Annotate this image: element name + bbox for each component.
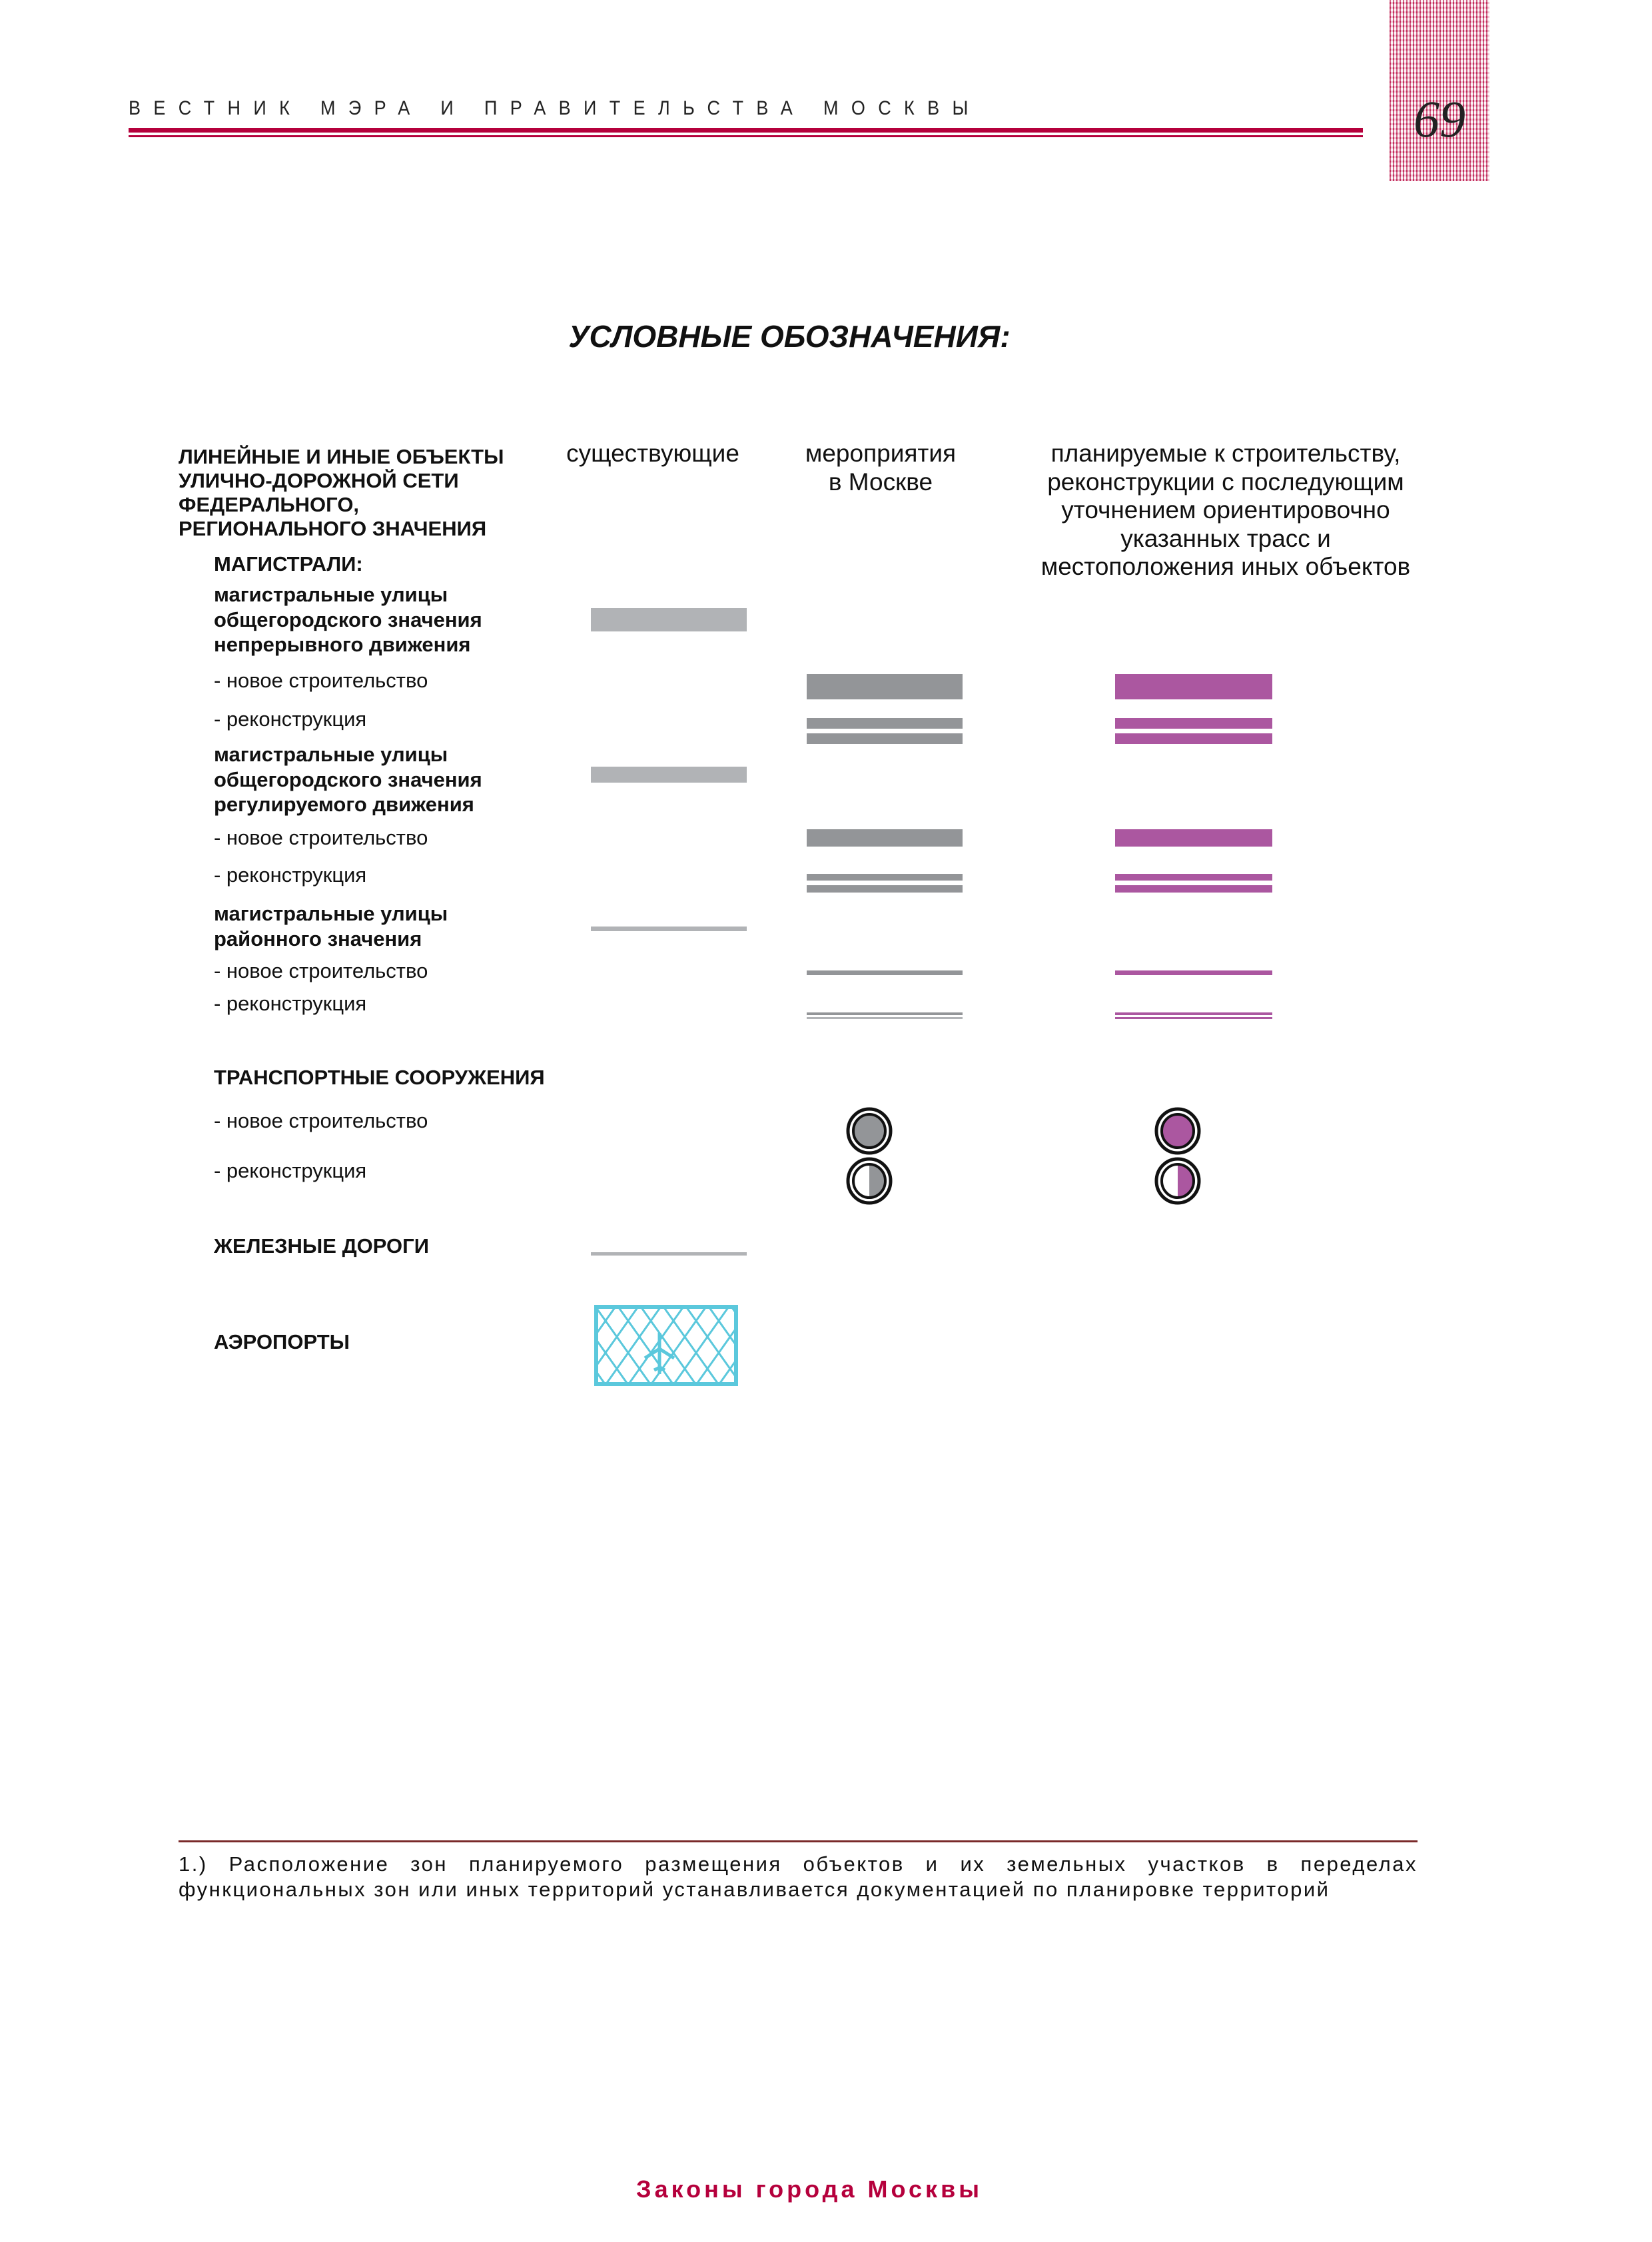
label-reconstruction: - реконструкция: [214, 707, 367, 731]
symbol-moscow-district-new: [807, 970, 963, 975]
header-line: уточнением ориентировочно: [1061, 496, 1390, 524]
label-new-construction: - новое строительство: [214, 1109, 428, 1132]
header-rule: [129, 128, 1363, 133]
label-line: регулируемого движения: [214, 793, 474, 816]
label-reconstruction: - реконструкция: [214, 863, 367, 887]
label-new-construction: - новое строительство: [214, 826, 428, 849]
label-district-streets: [214, 901, 448, 951]
footnote: 1.) Расположение зон планируемого размещения объектов и их земельных участков в переделах функциональных зон или иных территорий устанавливается документацией по планировке территорий: [179, 1852, 1418, 1901]
label-line: районного значения: [214, 927, 422, 950]
heading-line: РЕГИОНАЛЬНОГО ЗНАЧЕНИЯ: [179, 517, 487, 540]
label-airports: АЭРОПОРТЫ: [214, 1330, 350, 1353]
label-line: магистральные улицы: [214, 743, 448, 766]
page-title: УСЛОВНЫЕ ОБОЗНАЧЕНИЯ:: [568, 319, 1011, 354]
label-transport-structures: ТРАНСПОРТНЫЕ СООРУЖЕНИЯ: [214, 1066, 545, 1089]
label-new-construction: - новое строительство: [214, 959, 428, 982]
symbol-moscow-district-recon: [807, 1017, 963, 1019]
heading-line: ФЕДЕРАЛЬНОГО,: [179, 493, 360, 516]
column-header-existing: существующие: [566, 440, 739, 467]
symbol-planned-district-recon: [1115, 1017, 1272, 1019]
label-regulated-streets: [214, 742, 482, 817]
label-highways: МАГИСТРАЛИ:: [214, 552, 363, 575]
label-continuous-streets: [214, 582, 482, 657]
symbol-existing-district: [591, 927, 747, 931]
symbol-moscow-continuous-recon: [807, 733, 963, 744]
half-filled-ring-circle-icon: [1154, 1107, 1202, 1206]
label-line: магистральные улицы: [214, 583, 448, 606]
symbol-planned-regulated-recon: [1115, 874, 1272, 881]
symbol-moscow-continuous-recon: [807, 718, 963, 729]
header-line: мероприятия: [805, 440, 957, 467]
section-heading: [179, 445, 504, 541]
heading-line: УЛИЧНО-ДОРОЖНОЙ СЕТИ: [179, 469, 459, 492]
label-reconstruction: - реконструкция: [214, 1159, 367, 1182]
symbol-moscow-district-recon: [807, 1012, 963, 1015]
symbol-planned-continuous-recon: [1115, 733, 1272, 744]
label-reconstruction: - реконструкция: [214, 992, 367, 1015]
header-line: местоположения иных объектов: [1040, 553, 1411, 580]
header-line: в Москве: [828, 468, 933, 496]
symbol-planned-regulated-new: [1115, 829, 1272, 847]
column-header-moscow: [766, 440, 995, 496]
footnote-rule: [179, 1840, 1418, 1842]
symbol-moscow-regulated-new: [807, 829, 963, 847]
column-header-planned: [1026, 440, 1426, 581]
label-line: магистральные улицы: [214, 902, 448, 925]
label-railways: ЖЕЛЕЗНЫЕ ДОРОГИ: [214, 1234, 430, 1258]
symbol-planned-district-recon: [1115, 1012, 1272, 1015]
symbol-existing-continuous: [591, 608, 747, 631]
symbol-planned-continuous-new: [1115, 674, 1272, 699]
label-line: общегородского значения: [214, 607, 482, 631]
journal-title: ВЕСТНИК МЭРА И ПРАВИТЕЛЬСТВА МОСКВЫ: [129, 97, 981, 119]
footer-title: Законы города Москвы: [636, 2175, 983, 2203]
symbol-planned-continuous-recon: [1115, 718, 1272, 729]
symbol-moscow-regulated-recon: [807, 874, 963, 881]
filled-ring-circle-icon: [845, 1107, 893, 1206]
header-line: планируемые к строительству,: [1050, 440, 1401, 467]
symbol-moscow-continuous-new: [807, 674, 963, 699]
label-line: общегородского значения: [214, 767, 482, 791]
symbol-existing-regulated: [591, 767, 747, 783]
symbol-existing-railway: [591, 1252, 747, 1256]
symbol-planned-regulated-recon: [1115, 885, 1272, 893]
header-line: указанных трасс и: [1120, 524, 1331, 552]
heading-line: ЛИНЕЙНЫЕ И ИНЫЕ ОБЪЕКТЫ: [179, 445, 504, 468]
symbol-planned-district-new: [1115, 970, 1272, 975]
page-number: 69: [1414, 90, 1465, 148]
airplane-hatched-icon: [594, 1305, 738, 1386]
label-line: непрерывного движения: [214, 633, 471, 656]
header-line: реконструкции с последующим: [1047, 468, 1404, 496]
header-rule-thin: [129, 135, 1363, 137]
symbol-moscow-regulated-recon: [807, 885, 963, 893]
label-new-construction: - новое строительство: [214, 669, 428, 692]
